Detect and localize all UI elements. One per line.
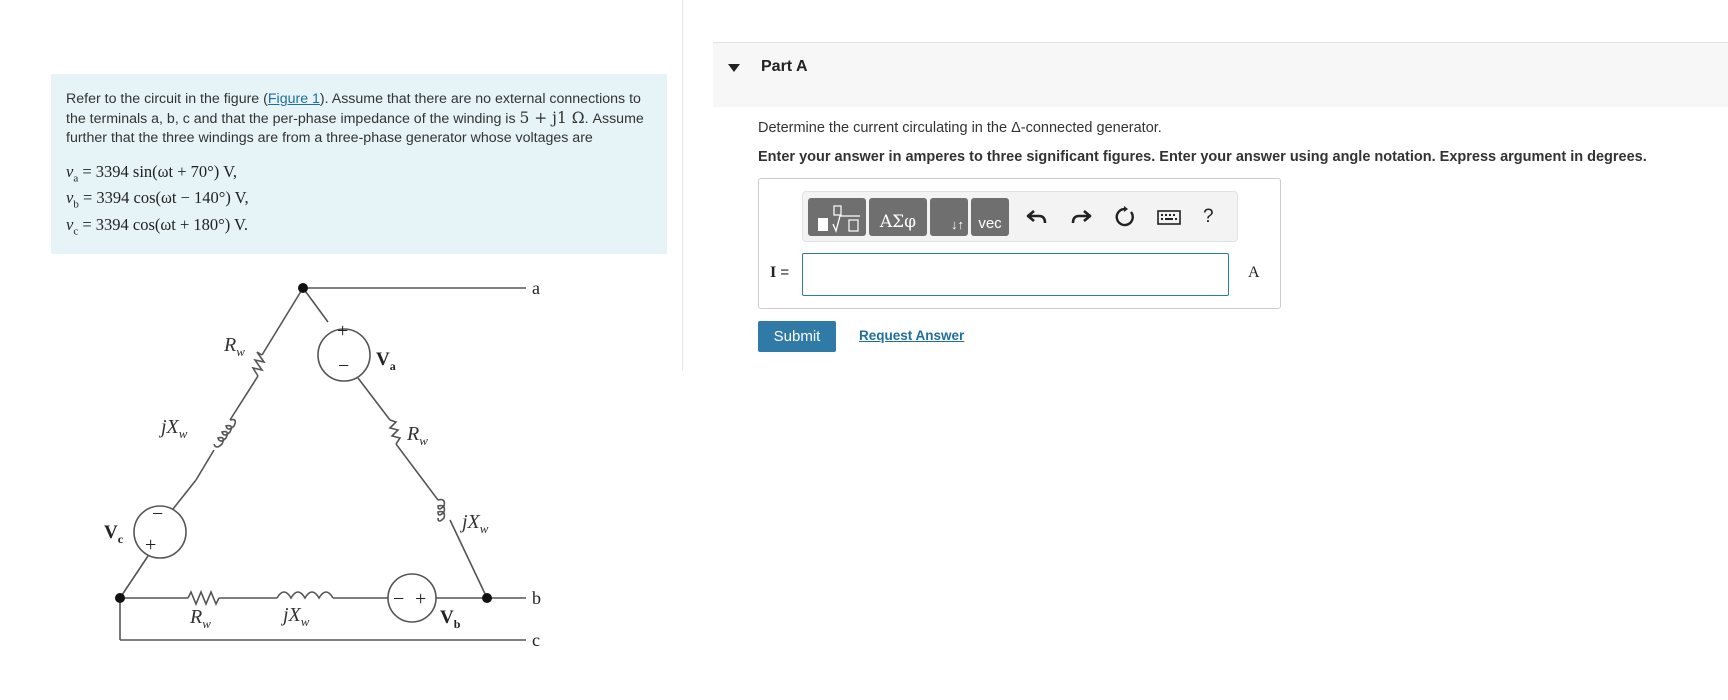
figure-link[interactable]: Figure 1 (267, 91, 320, 107)
wire (358, 378, 390, 420)
terminal-c-label: c (532, 630, 540, 650)
wire (396, 444, 438, 500)
va-plus: + (337, 320, 349, 342)
help-icon[interactable]: ? (1203, 206, 1214, 227)
jxw-bottom-label: $jX_w$ (283, 604, 310, 629)
node-top (298, 283, 308, 293)
wire (173, 480, 196, 509)
impedance-value: 5 + j1 Ω (519, 109, 585, 127)
vc-plus: + (145, 534, 157, 556)
panel-divider (682, 0, 683, 370)
problem-text: Refer to the circuit in the figure (Figure 1). Assume that there are no external connections to the terminals a, b, c and that the per-phase impedance of the winding is 5 + j1 Ω. Assume further that the three windings are from a three-phase generator whose voltages are (66, 91, 644, 146)
arrows-button[interactable] (930, 198, 968, 236)
greek-symbols-icon: ΑΣφ (879, 212, 917, 232)
answer-instructions: Enter your answer in amperes to three significant figures. Enter your answer using angle notation. Express argument in degrees. (758, 149, 1647, 165)
templates-button[interactable] (808, 198, 866, 236)
templates-icon (808, 198, 866, 236)
rw-bottom-label: $R_w$ (190, 606, 211, 631)
vector-button[interactable] (971, 198, 1009, 236)
undo-icon[interactable] (1025, 205, 1049, 229)
circuit-figure (90, 270, 560, 650)
keyboard-icon[interactable] (1156, 205, 1182, 229)
vec-label: vec (978, 215, 1002, 232)
part-a-header[interactable] (713, 42, 1728, 107)
equation-vc: $v_c = 3394$ cos(ωt + 180°) V. (66, 214, 248, 237)
jxw-right-label: $jX_w$ (462, 511, 489, 536)
wire (196, 450, 214, 480)
resistor-left (253, 352, 264, 376)
part-title: Part A (761, 58, 808, 75)
vb-plus: + (415, 588, 427, 610)
wire (120, 556, 148, 598)
voltage-equations (66, 162, 652, 241)
circuit-diagram (90, 270, 560, 650)
terminal-b-label: b (532, 588, 541, 608)
answer-input[interactable] (802, 253, 1229, 296)
wire (303, 288, 328, 322)
va-minus: − (338, 355, 350, 377)
vb-label: $V_b$ (440, 607, 461, 631)
equation-vb: $v_b = 3394$ cos(ωt − 140°) V, (66, 188, 249, 211)
arrows-icon: ↓↑ (951, 217, 964, 232)
collapse-caret-icon[interactable] (728, 64, 740, 72)
resistor-bottom (188, 592, 219, 604)
inductor-left (214, 420, 235, 447)
va-label: $V_a$ (376, 349, 396, 373)
greek-symbols-button[interactable] (869, 198, 927, 236)
submit-button[interactable]: Submit (758, 321, 836, 352)
wire (262, 288, 303, 355)
node-bottom-right (482, 593, 492, 603)
reset-icon[interactable] (1113, 205, 1137, 229)
inductor-right (438, 500, 444, 521)
jxw-left-label: $jX_w$ (161, 416, 188, 441)
vb-minus: − (393, 588, 405, 610)
request-answer-link[interactable]: Request Answer (859, 328, 965, 343)
inductor-bottom (277, 592, 333, 598)
vc-minus: − (152, 503, 164, 525)
equation-va: $v_a = 3394$ sin(ωt + 70°) V, (66, 162, 237, 185)
rw-right-label: $R_w$ (407, 423, 428, 448)
terminal-a-label: a (532, 278, 540, 298)
rw-left-label: $R_w$ (224, 334, 245, 359)
node-bottom-left (115, 593, 125, 603)
redo-icon[interactable] (1069, 205, 1093, 229)
problem-statement (51, 74, 667, 254)
vc-label: $V_c$ (104, 522, 124, 546)
question-text: Determine the current circulating in the Δ-connected generator. (758, 120, 1162, 136)
answer-variable-label: I = (770, 264, 790, 281)
unit-label: A (1248, 264, 1260, 281)
resistor-right (390, 420, 400, 444)
math-toolbar (802, 191, 1238, 242)
wire (230, 376, 258, 420)
